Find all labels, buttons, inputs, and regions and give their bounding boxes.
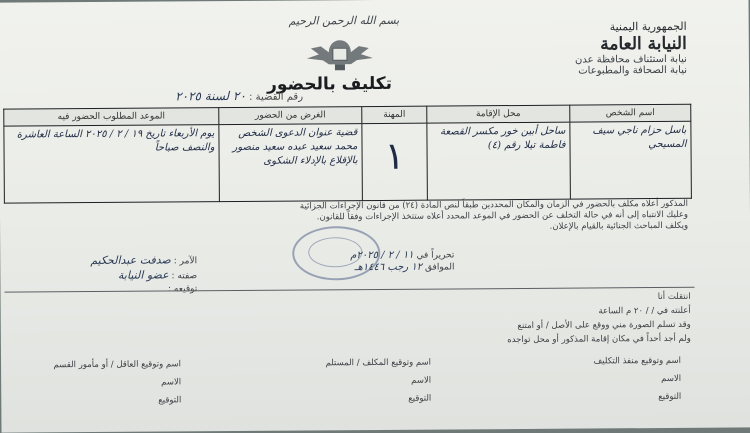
table-row xyxy=(4,121,692,203)
cell-occupation: ١ xyxy=(362,123,428,200)
basmala: بسم الله الرحمن الرحيم xyxy=(288,13,400,28)
signature-sign-label: التوقيع xyxy=(658,391,682,403)
header-occupation: المهنة xyxy=(362,106,427,123)
body-line: وعليك الانتباه إلى أنه في حالة التخلف عن الحضور في الموعد المحدد أعلاه ستتخذ الإجراءات وفقاً للقانون. xyxy=(316,209,689,223)
issue-date-label: تحريراً في xyxy=(416,250,455,261)
signature-title: اسم وتوقيع العاقل / أو مأمور القسم xyxy=(53,359,182,371)
issuer-role: عضو النيابة xyxy=(117,268,169,282)
cell-residence: ساحل أبين خور مكسر القصعة فاطمة تيلا رقم (٤) xyxy=(427,122,571,200)
authority-name: النيابة العامة xyxy=(600,33,687,55)
issuer-name: صدفت عبدالحكيم xyxy=(90,253,171,267)
issuer-signature-label: توقيعه xyxy=(173,284,198,295)
document-title: تكليف بالحضور xyxy=(267,73,393,95)
service-line: انتقلت أنا xyxy=(657,291,691,303)
summons-table xyxy=(3,104,692,204)
issue-date-block xyxy=(350,249,454,274)
signature-block xyxy=(541,352,681,407)
authority-header xyxy=(575,20,687,77)
body-line: المذكور أعلاه مكلف بالحضور في الزمان والمكان المحددين طبقاً لنص المادة (٢٤) من قانون الإجراءات الجزائية xyxy=(299,198,688,212)
signature-name-label: الاسم xyxy=(161,377,182,388)
hijri-date-value: ١٢ رجب ١٤٤٦هـ xyxy=(354,261,423,274)
signature-title: اسم وتوقيع المكلف / المستلم xyxy=(325,357,432,369)
case-number-value: ٢٠ لسنة ٢٠٢٥ xyxy=(175,88,246,104)
signature-sign-label: التوقيع xyxy=(408,393,432,404)
header-purpose: الغرض من الحضور xyxy=(219,107,362,125)
prosecution-office: نيابة استئناف محافظة عدن xyxy=(574,53,687,66)
press-prosecution-office: نيابة الصحافة والمطبوعات xyxy=(578,64,688,77)
case-number-label: رقم القضية xyxy=(255,91,304,103)
republic-name: الجمهورية اليمنية xyxy=(609,19,687,34)
signature-sign-label: التوقيع xyxy=(158,395,182,406)
header-residence: محل الإقامة xyxy=(427,105,570,123)
issuer-block: الآمر : صدفت عبدالحكيم صفته : عضو النيابة توقيعه : xyxy=(90,253,198,295)
service-line: وقد تسلم الصورة مني ووقع على الأصل / أو امتنع xyxy=(517,319,691,332)
header-appointment: الموعد المطلوب الحضور فيه xyxy=(4,108,219,127)
case-number: رقم القضية : ٢٠ لسنة ٢٠٢٥ xyxy=(175,88,304,104)
cell-purpose: قضية عنوان الدعوى الشخص محمد سعيد عبده سعيد منصور بالإقلاع بالإدلاء الشكوى xyxy=(219,124,363,202)
service-line: أعلنته في / / ٢٠ م الساعة xyxy=(598,305,691,317)
issuer-label: الآمر xyxy=(179,256,198,267)
signature-block xyxy=(41,355,181,410)
hijri-date-label: الموافق xyxy=(425,262,455,273)
signature-block xyxy=(291,354,431,409)
service-line: ولم أجد أحداً في مكان إقامة المذكور أو محل تواجده xyxy=(507,333,691,346)
cell-person-name: باسل حزام ناجي سيف المسيحي xyxy=(570,121,692,199)
issue-date-value: ١١ / ٢ / ٢٠٢٥م xyxy=(350,249,414,262)
header-person-name: اسم الشخص xyxy=(570,104,691,122)
signature-name-label: الاسم xyxy=(411,375,432,386)
signature-row xyxy=(41,352,681,410)
service-report xyxy=(11,290,691,351)
issuer-role-label: صفته xyxy=(177,271,198,282)
cell-appointment: يوم الأربعاء تاريخ ١٩ / ٢ / ٢٠٢٥ الساعة العاشرة والنصف صباحاً xyxy=(4,125,220,203)
body-line: ويكلف المباحث الجنائية بالقيام بالإعلان. xyxy=(549,220,689,232)
signature-title: اسم وتوقيع منفذ التكليف xyxy=(593,355,682,367)
signature-name-label: الاسم xyxy=(661,373,682,385)
yemen-eagle-emblem-icon xyxy=(299,34,381,75)
